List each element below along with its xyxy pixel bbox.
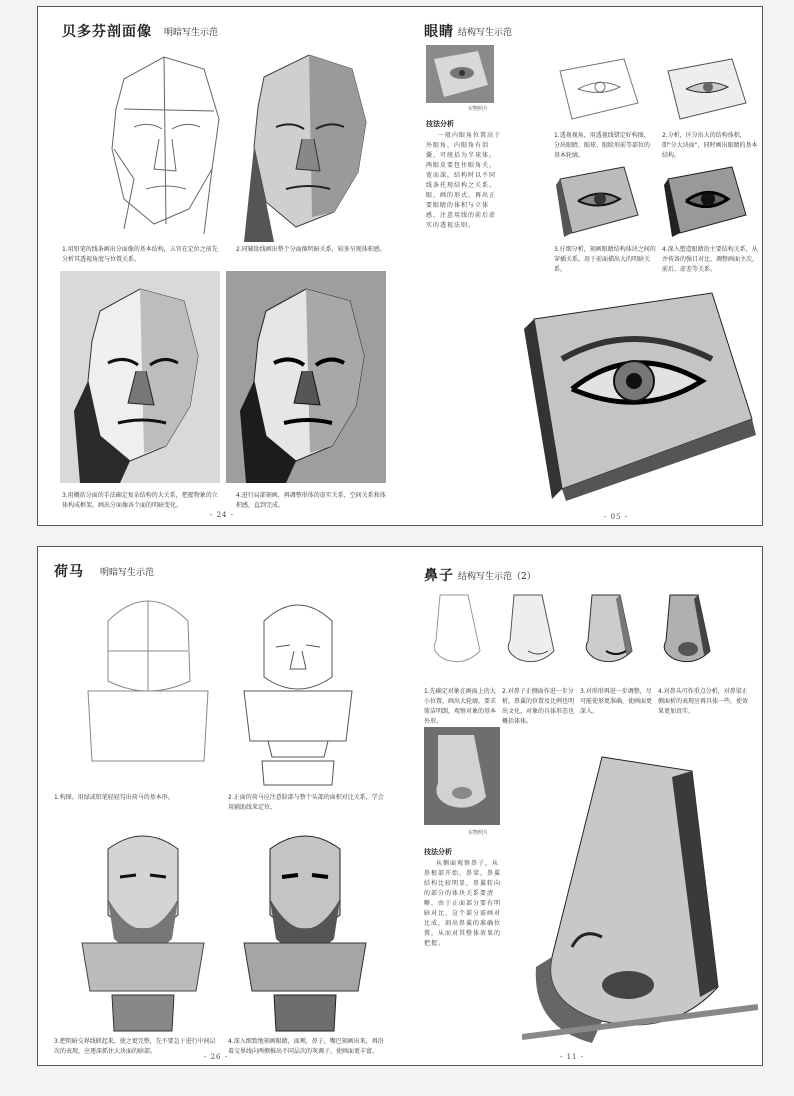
page-subtitle: 明暗写生示范: [100, 568, 155, 578]
bottom-spread: [37, 546, 763, 1066]
eye-step2: [662, 51, 750, 127]
step-caption-4: 4.进行局部刻画，再调整形体的虚实关系，空间关系和体积感，直到完成。: [236, 492, 386, 509]
homer-shaded-step3: [68, 819, 218, 1033]
technique-title: 技法分析: [426, 120, 454, 128]
page-homer: [38, 547, 400, 1065]
page-eye: [404, 7, 762, 525]
nose-caption-2: 2.对鼻子正侧面作进一步分析，鼻翼的位置及比例也明出文化，对象的具体形态也概括体体。: [502, 688, 575, 725]
eye-step3: [554, 161, 642, 241]
homer-shaded-step4: [230, 819, 380, 1033]
page-title: 贝多芬剖面像: [62, 24, 152, 40]
nose-step1: [424, 591, 490, 675]
technique-text: 从侧面观察鼻子，从鼻根部开始，鼻梁，鼻翼结构比较明显，鼻翼转向的部分的体块关系要清晰，由于正面部分要有明暗对比，这个部分需画对比成，刻出鼻翼的准确位置，从而对其整体效果的把握。: [424, 860, 502, 947]
eye-caption-3: 3.仔细分析，刻画眼睛结构体块之间的穿插关系，用于前面描出大的明暗关系。: [554, 246, 656, 273]
technique-text: 一般内眼角位置高于外眼角，内眼角有泪囊，可统括为半球体。两眼皮要包住眼角关，宽而深，结构时以不同线条托现结构之关系。眼，画的形式，再出正要眼睛的体积与立体感，注意用线的前后虚实的透视法则。: [426, 132, 502, 229]
beethoven-shaded-step4: [226, 271, 386, 483]
step-caption-2: 2.正面的荷马应注意脸部与整个头部的面积对比关系，学会用辅助线来定位。: [228, 794, 384, 811]
homer-sketch-step1: [78, 581, 218, 781]
nose-reference-photo: [424, 727, 500, 825]
step-caption-2: 2.同辅助线画出整个分面像明暗关系，较多呈现体积感。: [236, 246, 386, 253]
page-title: 眼睛: [424, 24, 454, 40]
page-title: 鼻子: [424, 568, 454, 584]
photo-caption: 实物照片: [468, 106, 489, 112]
technique-title: 技法分析: [424, 848, 452, 856]
nose-caption-3: 3.对形形再进一步调整，尽可能使形更准确，使画面更深入。: [580, 688, 653, 715]
page-subtitle: 明暗写生示范: [164, 28, 219, 38]
step-caption-3: 3.把明暗交界线联起来，使之更完整，先不要急于进行中间层次的表现，应逐深抓住大块面的暗部。: [54, 1038, 216, 1055]
nose-final-drawing: [522, 747, 758, 1047]
nose-step4: [654, 591, 720, 675]
eye-step1: [554, 51, 642, 127]
eye-caption-4: 4.深入塑造眼睛的主要结构关系，从并传备的强目对比，调整画面主次，前后，虚差等关系。: [662, 246, 759, 273]
eye-caption-2: 2.分析，区分出大的结构体积，即"分大块面"，同时画出眼睛的基本结构。: [662, 132, 758, 159]
eye-reference-photo: [426, 45, 494, 103]
page-subtitle: 结构写生示范: [458, 28, 513, 38]
step-caption-1: 1.用铅笔的线条画出分面像的基本结构，五官在定位之前先分析其透视角度与位置关系。: [62, 246, 218, 263]
step-caption-1: 1.构图。用绿或铅笔轻轻勾出荷马的基本形。: [54, 794, 174, 801]
page-nose: [404, 547, 762, 1065]
page-number: - 26 -: [204, 1053, 229, 1061]
page-beethoven: [38, 7, 400, 525]
top-spread: [37, 6, 763, 526]
eye-final-drawing: [522, 289, 760, 501]
beethoven-sketch-step1: [94, 49, 234, 239]
homer-sketch-step2: [228, 581, 368, 791]
eye-step4: [662, 161, 750, 241]
step-caption-3: 3.用概括分面的手法确定复杂结构的大关系，把握物象的立体构成框架，画出分面像各个面的明暗变化。: [62, 492, 218, 509]
page-number: - 11 -: [560, 1053, 585, 1061]
beethoven-shaded-step3: [60, 271, 220, 483]
page-title: 荷马: [54, 564, 84, 580]
page-number: - 05 -: [604, 513, 629, 521]
nose-caption-1: 1.先确定对象在画面上的大小位置，画出大轮廓，要求简洁明朗，观察对象的基本外形。: [424, 688, 497, 725]
page-number: - 24 -: [210, 511, 235, 519]
nose-caption-4: 4.对鼻头可作重点分析，对鼻梁正侧面析的表现应再具体一些，使效果更加真实。: [658, 688, 749, 715]
page-subtitle: 结构写生示范（2）: [458, 572, 536, 582]
beethoven-sketch-step2: [234, 47, 384, 247]
eye-caption-1: 1.透视视角，用透视线错定好构图，分出眼睛、眼球、眼睑形前等部位的基本轮廓。: [554, 132, 651, 159]
nose-step3: [576, 591, 642, 675]
nose-step2: [498, 591, 564, 675]
step-caption-4: 4.深入细致地刻画眼睛，面颊，鼻子，嘴巴刻画出来，再沿着交界线向两侧推出不同层次的灰调子，使画面更丰富。: [228, 1038, 384, 1055]
photo-caption: 实物照片: [468, 830, 489, 836]
